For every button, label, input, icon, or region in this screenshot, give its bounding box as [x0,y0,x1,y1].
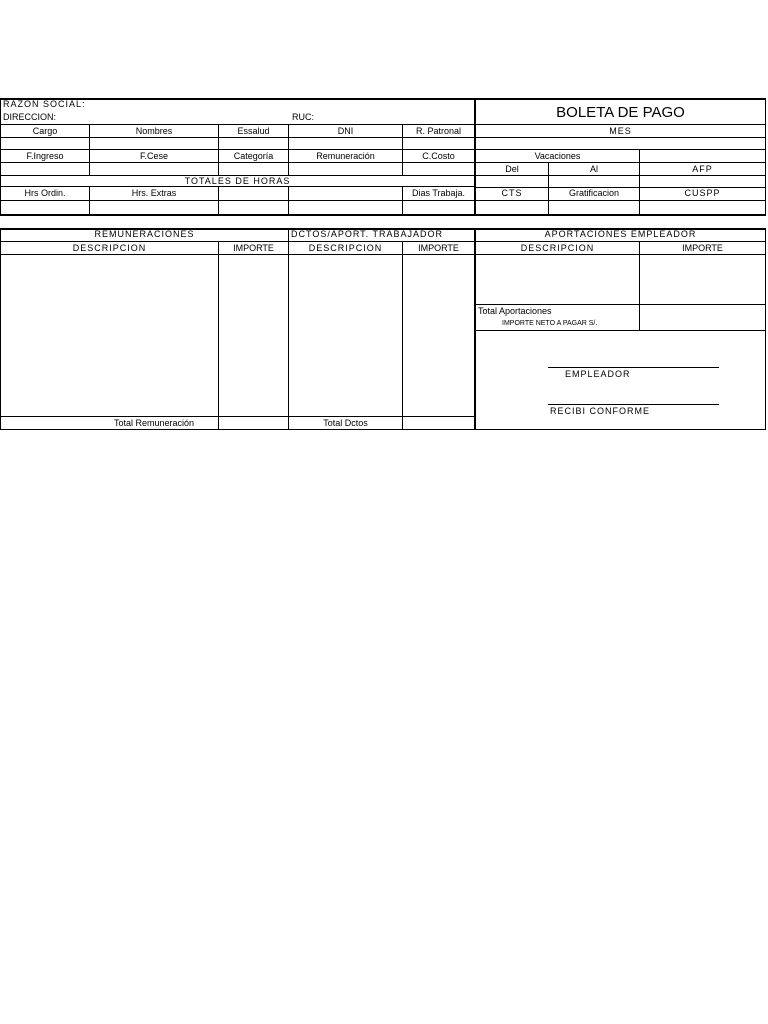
remuneracion-label: Remuneración [316,151,375,161]
importe-neto-label: IMPORTE NETO A PAGAR S/. [502,320,598,327]
descripcion-header: DESCRIPCION [72,243,147,253]
essalud-label: Essalud [237,126,270,136]
dias-trabaja-label: Dias Trabaja. [411,188,466,198]
border-line [476,330,766,331]
nombres-label: Nombres [135,126,173,136]
dctos-header: DCTOS/APORT. TRABAJADOR [291,229,444,239]
totales-horas-label: TOTALES DE HORAS [184,176,291,186]
border-line [0,214,766,216]
border-line [0,228,1,430]
ruc-label: RUC: [292,112,314,122]
border-line [218,241,219,430]
empleador-label: EMPLEADOR [565,369,631,379]
border-line [639,241,640,331]
recibi-conforme-label: RECIBI CONFORME [550,406,651,416]
signature-line [548,404,719,405]
border-line [288,228,289,430]
border-line [0,137,766,138]
hrs-ordin-label: Hrs Ordin. [24,188,66,198]
border-line [288,186,289,215]
descripcion-header: DESCRIPCION [520,243,595,253]
page-title: BOLETA DE PAGO [556,104,685,121]
del-label: Del [505,164,519,174]
total-remuneracion-label: Total Remuneración [113,418,195,428]
border-line [218,186,219,215]
dni-label: DNI [337,126,354,136]
border-line [0,416,476,417]
border-line [402,241,403,430]
border-line [0,162,766,163]
direccion-label: DIRECCION: [3,112,57,122]
afp-label: AFP [692,164,713,174]
border-line [0,186,476,187]
border-line [0,98,766,100]
border-line [0,254,766,255]
razon-social-label: RAZON SOCIAL: [3,99,86,109]
border-line [765,98,766,216]
descripcion-header: DESCRIPCION [308,243,383,253]
border-line [0,429,766,430]
cuspp-label: CUSPP [684,188,721,198]
vacaciones-label: Vacaciones [534,151,581,161]
total-aportaciones-label: Total Aportaciones [478,306,552,316]
aportaciones-header: APORTACIONES EMPLEADOR [544,229,697,239]
gratificacion-label: Gratificacion [568,188,620,198]
cargo-label: Cargo [32,126,58,136]
hrs-extras-label: Hrs. Extras [131,188,177,198]
al-label: Al [589,164,598,174]
f-ingreso-label: F.Ingreso [26,151,64,161]
c-costo-label: C.Costo [422,151,455,161]
remuneraciones-header: REMUNERACIONES [94,229,195,239]
f-cese-label: F.Cese [139,151,168,161]
categoria-label: Categoría [233,151,274,161]
border-line [765,228,766,430]
r-patronal-label: R. Patronal [415,126,462,136]
importe-header: IMPORTE [233,243,274,253]
border-line [0,149,766,150]
cts-label: CTS [501,188,523,198]
border-line [0,124,766,125]
border-line [639,149,640,215]
importe-header: IMPORTE [418,243,459,253]
total-dctos-label: Total Dctos [323,418,368,428]
border-line [476,304,766,305]
border-line [0,241,766,242]
border-line [0,200,766,201]
importe-header: IMPORTE [682,243,723,253]
mes-label: MES [609,126,632,136]
border-line [474,228,476,430]
signature-line [548,367,719,368]
